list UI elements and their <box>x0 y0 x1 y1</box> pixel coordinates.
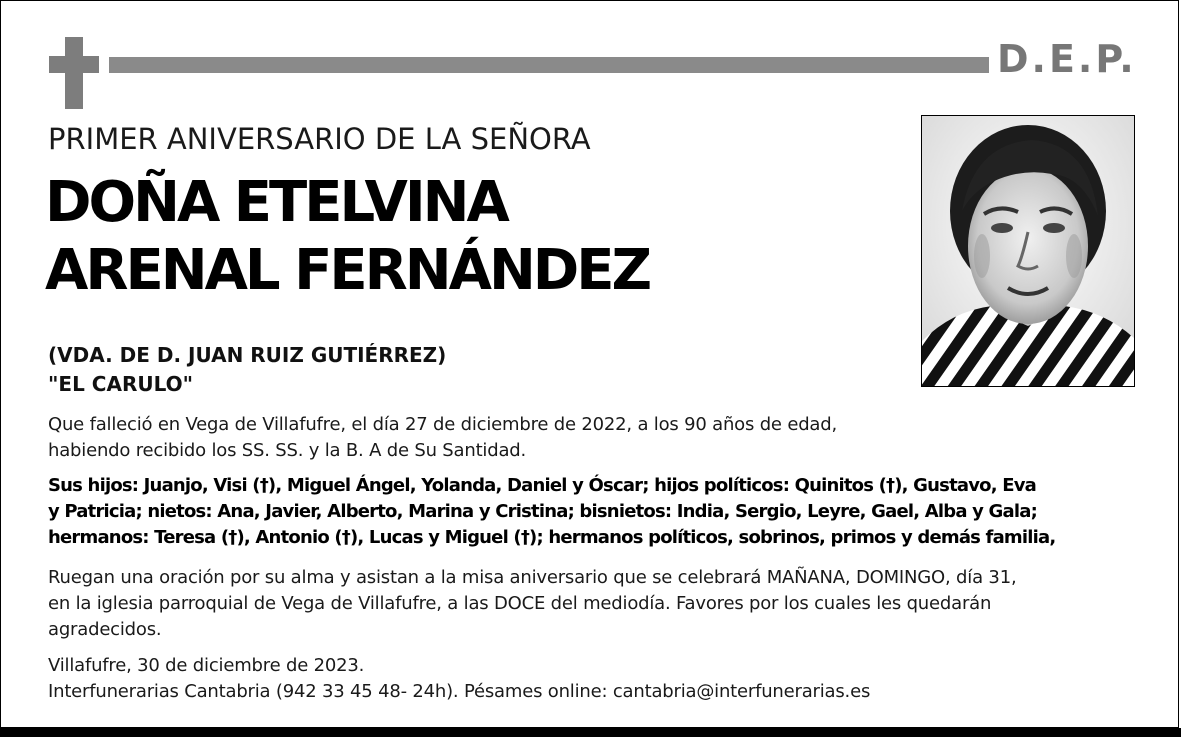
death-line-1: Que falleció en Vega de Villafufre, el día 27 de diciembre de 2022, a los 90 años de edad, <box>48 414 837 435</box>
family-line-2: y Patricia; nietos: Ana, Javier, Alberto, Marina y Cristina; bisnietos: India, Sergio, Leyre, Gael, Alba y Gala; <box>48 501 1037 522</box>
death-paragraph <box>48 412 837 464</box>
mass-line-3: agradecidos. <box>48 619 162 640</box>
deceased-name-line-2: ARENAL FERNÁNDEZ <box>45 238 650 303</box>
death-line-2: habiendo recibido los SS. SS. y la B. A de Su Santidad. <box>48 440 527 461</box>
cross-icon-horizontal <box>49 56 99 73</box>
portrait-illustration <box>922 116 1134 386</box>
notice-subtitle: PRIMER ANIVERSARIO DE LA SEÑORA <box>48 122 591 156</box>
cross-icon-vertical <box>65 37 83 109</box>
mass-line-2: en la iglesia parroquial de Vega de Villafufre, a las DOCE del mediodía. Favores por los cuales les quedarán <box>48 593 992 614</box>
family-line-1: Sus hijos: Juanjo, Visi (†), Miguel Ángel, Yolanda, Daniel y Óscar; hijos políticos: Quinitos (†), Gustavo, Eva <box>48 475 1037 496</box>
widow-line: (VDA. DE D. JUAN RUIZ GUTIÉRREZ) <box>48 343 447 367</box>
nickname: "EL CARULO" <box>48 372 194 396</box>
footer-paragraph <box>48 653 870 705</box>
mass-line-1: Ruegan una oración por su alma y asistan a la misa aniversario que se celebrará MAÑANA, DOMINGO, día 31, <box>48 567 1017 588</box>
bottom-border-bar <box>0 728 1181 737</box>
footer-line-1: Villafufre, 30 de diciembre de 2023. <box>48 655 365 676</box>
family-paragraph <box>48 473 1055 551</box>
family-line-3: hermanos: Teresa (†), Antonio (†), Lucas y Miguel (†); hermanos políticos, sobrinos, primos y demás familia, <box>48 527 1056 548</box>
mass-paragraph <box>48 565 1016 643</box>
dep-label: D.E.P. <box>997 37 1137 81</box>
deceased-name-line-1: DOÑA ETELVINA <box>45 170 507 235</box>
portrait-photo-icon <box>921 115 1135 387</box>
footer-contact-line: Interfunerarias Cantabria (942 33 45 48- 24h). Pésames online: cantabria@interfunerarias.es <box>48 681 871 702</box>
deceased-name <box>45 169 649 305</box>
header-rule <box>109 57 989 73</box>
widow-info <box>48 341 446 399</box>
